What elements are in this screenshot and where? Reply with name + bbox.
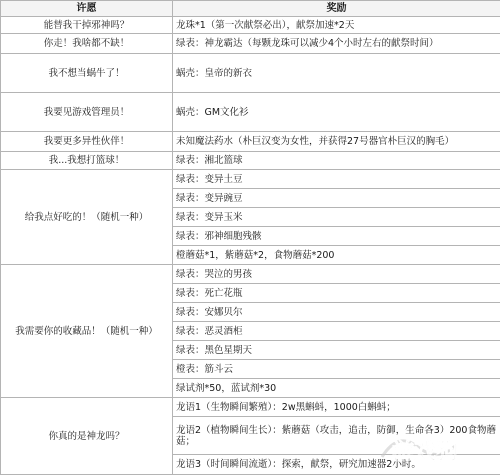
wish-cell: 能替我干掉邪神吗？ [1,17,173,34]
wish-cell: 我要更多异性伙伴！ [1,132,173,152]
reward-cell: 绿表：恶灵酒柜 [173,322,500,341]
reward-cell: 绿表：邪神细胞残骸 [173,227,500,246]
reward-cell: 绿表：变异玉米 [173,208,500,227]
wish-cell: 我不想当蜗牛了！ [1,54,173,93]
table-row [1,17,500,34]
svg-text:游戏狗: 游戏狗 [392,439,458,465]
table-row [1,132,500,152]
table-row [1,93,500,132]
wish-cell: 给我点好吃的！（随机一种） [1,170,173,265]
reward-cell: 绿表：变异土豆 [173,170,500,189]
wish-cell: 我...我想打篮球！ [1,152,173,170]
table-row [1,152,500,170]
reward-cell: 绿试剂*50，蓝试剂*30 [173,379,500,398]
reward-cell: 橙蘑菇*1，紫蘑菇*2，食物蘑菇*200 [173,246,500,265]
table-row [1,54,500,93]
reward-cell: 龙珠*1（第一次献祭必出），献祭加速*2天 [173,17,500,34]
reward-cell: 橙表：筋斗云 [173,360,500,379]
reward-cell: 绿表：哭泣的男孩 [173,265,500,284]
reward-cell: 绿表：安娜贝尔 [173,303,500,322]
reward-cell: 蜗壳：皇帝的新衣 [173,54,500,93]
table-row [1,170,500,189]
table-row [1,265,500,284]
reward-cell: 蜗壳：GM文化衫 [173,93,500,132]
reward-cell: 绿表：死亡花瓶 [173,284,500,303]
wish-cell: 我要见游戏管理员！ [1,93,173,132]
table-row [1,34,500,54]
site-watermark-logo [378,427,498,467]
reward-cell: 绿表：神龙霸达（每颗龙珠可以减少4个小时左右的献祭时间） [173,34,500,54]
reward-cell: 龙语2（植物瞬间生长）：紫蘑菇（攻击，追击，防御，生命各3）200食物蘑菇； [173,417,500,455]
reward-cell: 绿表：黑色星期天 [173,341,500,360]
table-header-row [1,1,500,17]
table-row [1,398,500,417]
wish-cell: 你走！我啥都不缺！ [1,34,173,54]
reward-cell: 绿表：湘北篮球 [173,152,500,170]
reward-cell: 龙语3（时间瞬间流逝）：探索，献祭，研究加速器2小时。 [173,455,500,475]
reward-cell: 龙语1（生物瞬间繁殖）：2w黑蝌蚪，1000白蝌蚪； [173,398,500,417]
column-header-wish: 许愿 [1,1,173,17]
reward-cell: 绿表：变异豌豆 [173,189,500,208]
column-header-reward: 奖励 [173,1,500,17]
wish-cell: 我需要你的收藏品！（随机一种） [1,265,173,398]
reward-cell: 未知魔法药水（朴巨汉变为女性，并获得27号器官朴巨汉的胸毛） [173,132,500,152]
wish-cell: 你真的是神龙吗？ [1,398,173,475]
